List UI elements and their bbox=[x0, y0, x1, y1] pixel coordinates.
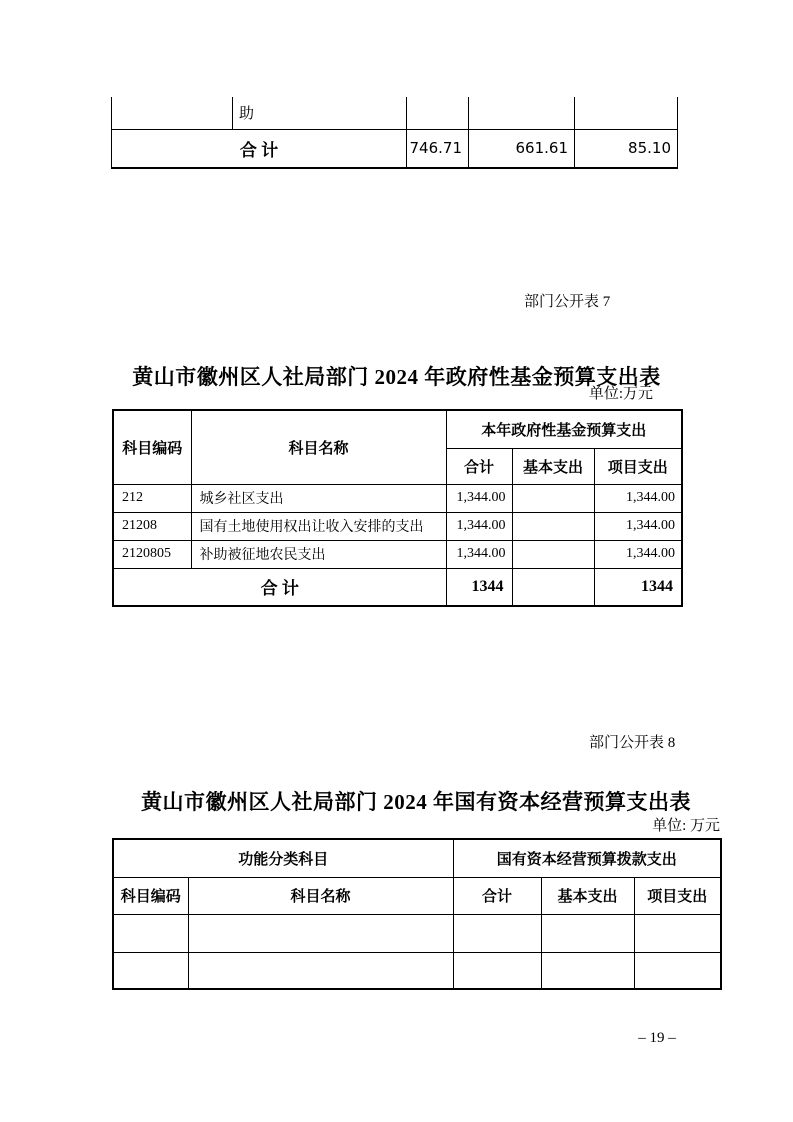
project-amount: 85.10 bbox=[575, 129, 678, 168]
gov-fund-budget-table bbox=[112, 409, 683, 607]
col-header-basic: 基本支出 bbox=[541, 877, 634, 914]
total-cell-empty bbox=[453, 914, 541, 952]
total-cell-empty bbox=[407, 97, 469, 129]
basic-cell bbox=[512, 484, 594, 512]
col-header-name: 科目名称 bbox=[191, 410, 446, 484]
basic-cell-empty bbox=[541, 914, 634, 952]
table7-unit-label: 单位:万元 bbox=[588, 386, 653, 402]
table-row bbox=[113, 484, 682, 512]
col-header-code: 科目编码 bbox=[113, 877, 188, 914]
table-row bbox=[113, 512, 682, 540]
project-cell: 1,344.00 bbox=[594, 484, 682, 512]
table-note-7: 部门公开表 7 bbox=[524, 294, 611, 310]
project-cell-empty bbox=[634, 914, 721, 952]
basic-cell-empty bbox=[541, 952, 634, 989]
table-row bbox=[113, 540, 682, 568]
col-header-code: 科目编码 bbox=[113, 410, 191, 484]
total-label: 合 计 bbox=[113, 568, 446, 606]
table-empty-row bbox=[113, 914, 721, 952]
basic-cell bbox=[512, 512, 594, 540]
col-header-group: 本年政府性基金预算支出 bbox=[446, 410, 682, 448]
name-cell: 城乡社区支出 bbox=[191, 484, 446, 512]
code-cell: 212 bbox=[113, 484, 191, 512]
total-cell: 1,344.00 bbox=[446, 512, 512, 540]
project-amount: 1344 bbox=[594, 568, 682, 606]
name-cell-empty bbox=[188, 952, 453, 989]
basic-cell-empty bbox=[469, 97, 575, 129]
code-cell: 2120805 bbox=[113, 540, 191, 568]
code-cell: 21208 bbox=[113, 512, 191, 540]
table-total-row bbox=[113, 568, 682, 606]
carryover-total-table bbox=[111, 97, 678, 169]
name-fragment-cell: 助 bbox=[233, 97, 407, 129]
total-cell-empty bbox=[453, 952, 541, 989]
code-cell-empty bbox=[112, 97, 233, 129]
table-header-row bbox=[113, 410, 682, 448]
code-cell-empty bbox=[113, 952, 188, 989]
total-cell: 1,344.00 bbox=[446, 540, 512, 568]
table8-unit-label: 单位: 万元 bbox=[652, 818, 720, 834]
col-group-appropriation: 国有资本经营预算拨款支出 bbox=[453, 839, 721, 877]
table-row bbox=[112, 97, 678, 129]
col-header-total: 合计 bbox=[453, 877, 541, 914]
name-cell: 国有土地使用权出让收入安排的支出 bbox=[191, 512, 446, 540]
table8-title: 黄山市徽州区人社局部门 2024 年国有资本经营预算支出表 bbox=[141, 790, 691, 814]
total-amount: 1344 bbox=[446, 568, 512, 606]
col-header-total: 合计 bbox=[446, 448, 512, 484]
state-capital-budget-table bbox=[112, 838, 722, 990]
col-header-basic: 基本支出 bbox=[512, 448, 594, 484]
basic-cell bbox=[512, 540, 594, 568]
table7-title: 黄山市徽州区人社局部门 2024 年政府性基金预算支出表 bbox=[132, 365, 661, 389]
col-header-name: 科目名称 bbox=[188, 877, 453, 914]
table-note-8: 部门公开表 8 bbox=[589, 735, 676, 751]
col-header-project: 项目支出 bbox=[634, 877, 721, 914]
code-cell-empty bbox=[113, 914, 188, 952]
table-empty-row bbox=[113, 952, 721, 989]
name-cell-empty bbox=[188, 914, 453, 952]
col-header-project: 项目支出 bbox=[594, 448, 682, 484]
table-total-row bbox=[112, 129, 678, 168]
total-label: 合 计 bbox=[112, 129, 407, 168]
table-subheader-row bbox=[113, 877, 721, 914]
project-cell: 1,344.00 bbox=[594, 540, 682, 568]
total-amount: 746.71 bbox=[407, 129, 469, 168]
col-group-function: 功能分类科目 bbox=[113, 839, 453, 877]
total-cell: 1,344.00 bbox=[446, 484, 512, 512]
name-cell: 补助被征地农民支出 bbox=[191, 540, 446, 568]
basic-amount: 661.61 bbox=[469, 129, 575, 168]
table-header-row bbox=[113, 839, 721, 877]
project-cell-empty bbox=[575, 97, 678, 129]
project-cell: 1,344.00 bbox=[594, 512, 682, 540]
project-cell-empty bbox=[634, 952, 721, 989]
page-number: – 19 – bbox=[638, 1030, 676, 1046]
basic-amount bbox=[512, 568, 594, 606]
